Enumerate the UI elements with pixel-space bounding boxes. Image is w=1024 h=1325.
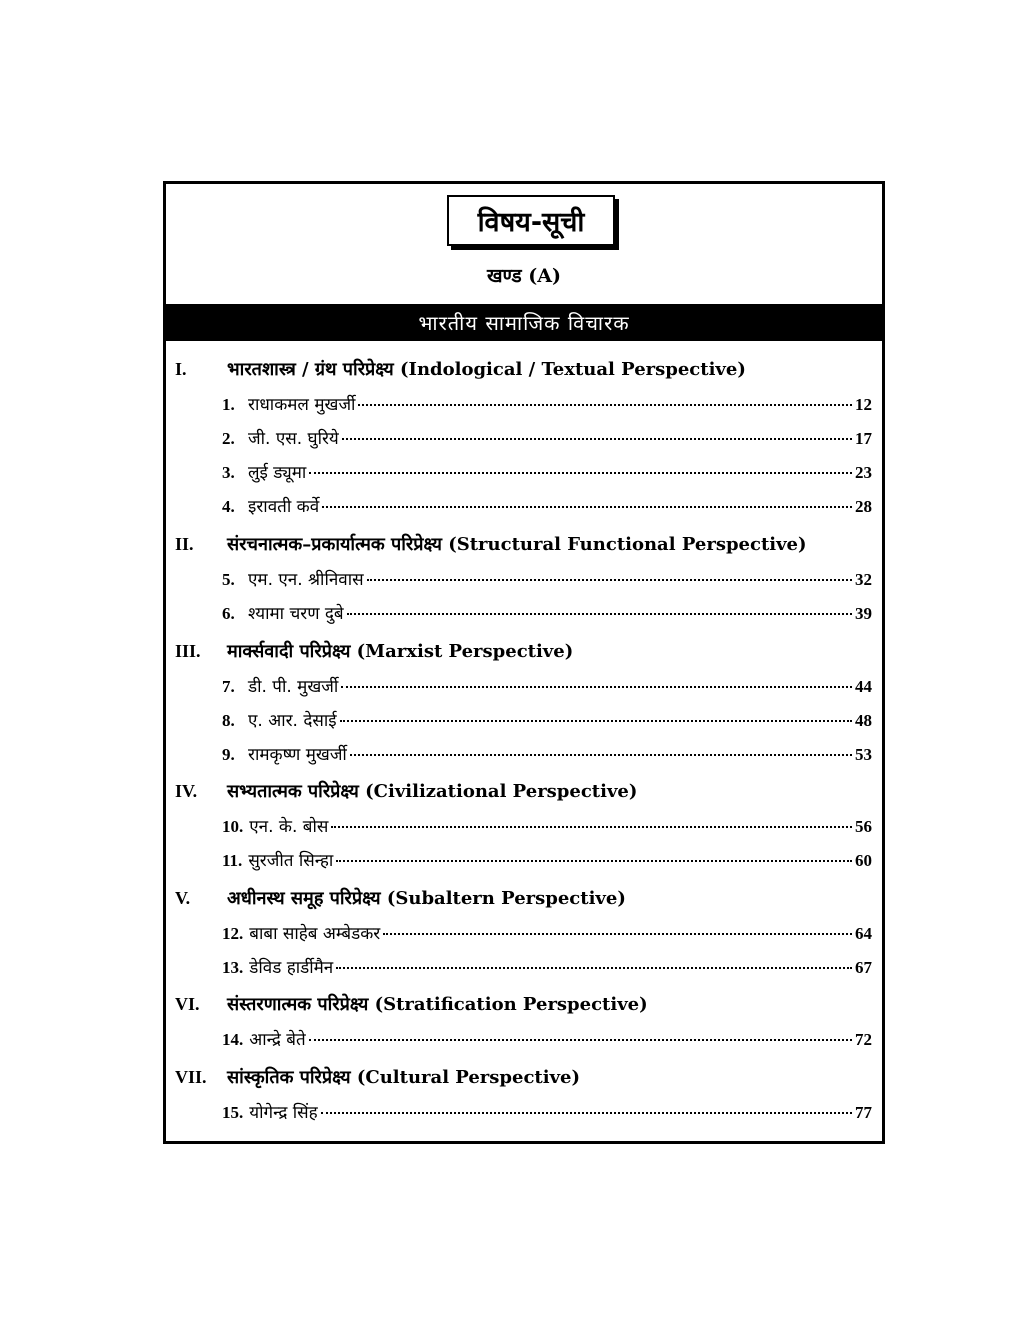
- toc-entry[interactable]: [222, 1100, 872, 1128]
- entry-number: 12.: [222, 924, 244, 943]
- dot-leader: [336, 966, 852, 969]
- group-title: मार्क्सवादी परिप्रेक्ष्य (Marxist Perspective): [227, 641, 574, 662]
- group-title: सांस्कृतिक परिप्रेक्ष्य (Cultural Perspective): [227, 1067, 580, 1088]
- toc-entry[interactable]: [222, 742, 872, 770]
- entry-page: 67: [855, 958, 872, 977]
- entry-page: 60: [855, 851, 872, 870]
- entry-page: 32: [855, 570, 872, 589]
- group-numeral: VI.: [175, 993, 200, 1014]
- entry-number: 11.: [222, 851, 243, 870]
- entry-number: 4.: [222, 497, 235, 516]
- entry-number: 10.: [222, 817, 244, 836]
- group-heading: [166, 776, 882, 806]
- entry-name: बाबा साहेब अम्बेडकर: [249, 924, 381, 944]
- contents-title: विषय-सूची: [447, 195, 615, 246]
- entry-page: 56: [855, 817, 872, 836]
- contents-frame: [163, 181, 885, 1144]
- dot-leader: [331, 825, 852, 828]
- dot-leader: [367, 578, 852, 581]
- entry-page: 72: [855, 1030, 872, 1049]
- group-title: संस्तरणात्मक परिप्रेक्ष्य (Stratification Perspective): [227, 994, 648, 1015]
- entry-number: 14.: [222, 1030, 244, 1049]
- dot-leader: [321, 1111, 852, 1114]
- entry-name: इरावती कर्वे: [248, 497, 320, 517]
- group-title: भारतशास्त्र / ग्रंथ परिप्रेक्ष्य (Indological / Textual Perspective): [227, 359, 746, 380]
- dot-leader: [341, 685, 852, 688]
- entry-number: 15.: [222, 1103, 244, 1122]
- toc-entry[interactable]: [222, 848, 872, 876]
- entry-page: 53: [855, 745, 872, 764]
- entry-number: 8.: [222, 711, 235, 730]
- toc-entry[interactable]: [222, 674, 872, 702]
- entry-number: 1.: [222, 395, 235, 414]
- group-numeral: III.: [175, 640, 201, 661]
- entry-page: 64: [855, 924, 872, 943]
- entry-name: एन. के. बोस: [249, 817, 329, 837]
- entry-name: श्यामा चरण दुबे: [248, 604, 344, 624]
- entry-number: 2.: [222, 429, 235, 448]
- dot-leader: [309, 1038, 852, 1041]
- entry-name: आन्द्रे बेते: [249, 1030, 306, 1050]
- entry-page: 17: [855, 429, 872, 448]
- group-heading: [166, 883, 882, 913]
- toc-entry[interactable]: [222, 494, 872, 522]
- entry-page: 12: [855, 395, 872, 414]
- entry-number: 3.: [222, 463, 235, 482]
- toc-entry[interactable]: [222, 708, 872, 736]
- group-heading: [166, 1062, 882, 1092]
- toc-entry[interactable]: [222, 601, 872, 629]
- group-heading: [166, 529, 882, 559]
- group-title: सभ्यतात्मक परिप्रेक्ष्य (Civilizational Perspective): [227, 781, 638, 802]
- entry-number: 9.: [222, 745, 235, 764]
- entry-name: जी. एस. घुरिये: [248, 429, 339, 449]
- toc-entry[interactable]: [222, 955, 872, 983]
- dot-leader: [347, 612, 852, 615]
- dot-leader: [342, 437, 852, 440]
- toc-entry[interactable]: [222, 814, 872, 842]
- entry-page: 28: [855, 497, 872, 516]
- dot-leader: [350, 753, 852, 756]
- dot-leader: [358, 403, 852, 406]
- toc-entry[interactable]: [222, 567, 872, 595]
- section-label: खण्ड (A): [486, 265, 562, 287]
- entry-page: 77: [855, 1103, 872, 1122]
- dot-leader: [383, 932, 852, 935]
- entry-name: लुई ड्यूमा: [248, 463, 307, 483]
- toc-entry[interactable]: [222, 921, 872, 949]
- entry-number: 13.: [222, 958, 244, 977]
- entry-number: 7.: [222, 677, 235, 696]
- entry-name: रामकृष्ण मुखर्जी: [248, 745, 347, 765]
- toc-entry[interactable]: [222, 460, 872, 488]
- group-title: संरचनात्मक–प्रकार्यात्मक परिप्रेक्ष्य (Structural Functional Perspective): [227, 534, 807, 555]
- group-numeral: V.: [175, 887, 191, 908]
- entry-name: डी. पी. मुखर्जी: [248, 677, 339, 697]
- toc-entry[interactable]: [222, 392, 872, 420]
- dot-leader: [340, 719, 852, 722]
- toc-entry[interactable]: [222, 1027, 872, 1055]
- group-numeral: VII.: [175, 1066, 207, 1087]
- entry-page: 48: [855, 711, 872, 730]
- entry-number: 6.: [222, 604, 235, 623]
- section-band: भारतीय सामाजिक विचारक: [166, 304, 882, 341]
- entry-name: सुरजीत सिन्हा: [248, 851, 334, 871]
- dot-leader: [336, 859, 852, 862]
- dot-leader: [322, 505, 852, 508]
- entry-number: 5.: [222, 570, 235, 589]
- group-heading: [166, 354, 882, 384]
- group-numeral: I.: [175, 358, 187, 379]
- group-numeral: II.: [175, 533, 194, 554]
- entry-name: ए. आर. देसाई: [248, 711, 337, 731]
- group-numeral: IV.: [175, 780, 198, 801]
- entry-name: डेविड हार्डीमैन: [249, 958, 334, 978]
- toc-entry[interactable]: [222, 426, 872, 454]
- entry-name: एम. एन. श्रीनिवास: [248, 570, 364, 590]
- group-title: अधीनस्थ समूह परिप्रेक्ष्य (Subaltern Perspective): [227, 888, 626, 909]
- entry-page: 23: [855, 463, 872, 482]
- entry-name: राधाकमल मुखर्जी: [248, 395, 356, 415]
- entry-page: 44: [855, 677, 872, 696]
- dot-leader: [309, 471, 852, 474]
- group-heading: [166, 636, 882, 666]
- entry-name: योगेन्द्र सिंह: [249, 1103, 318, 1123]
- entry-page: 39: [855, 604, 872, 623]
- group-heading: [166, 989, 882, 1019]
